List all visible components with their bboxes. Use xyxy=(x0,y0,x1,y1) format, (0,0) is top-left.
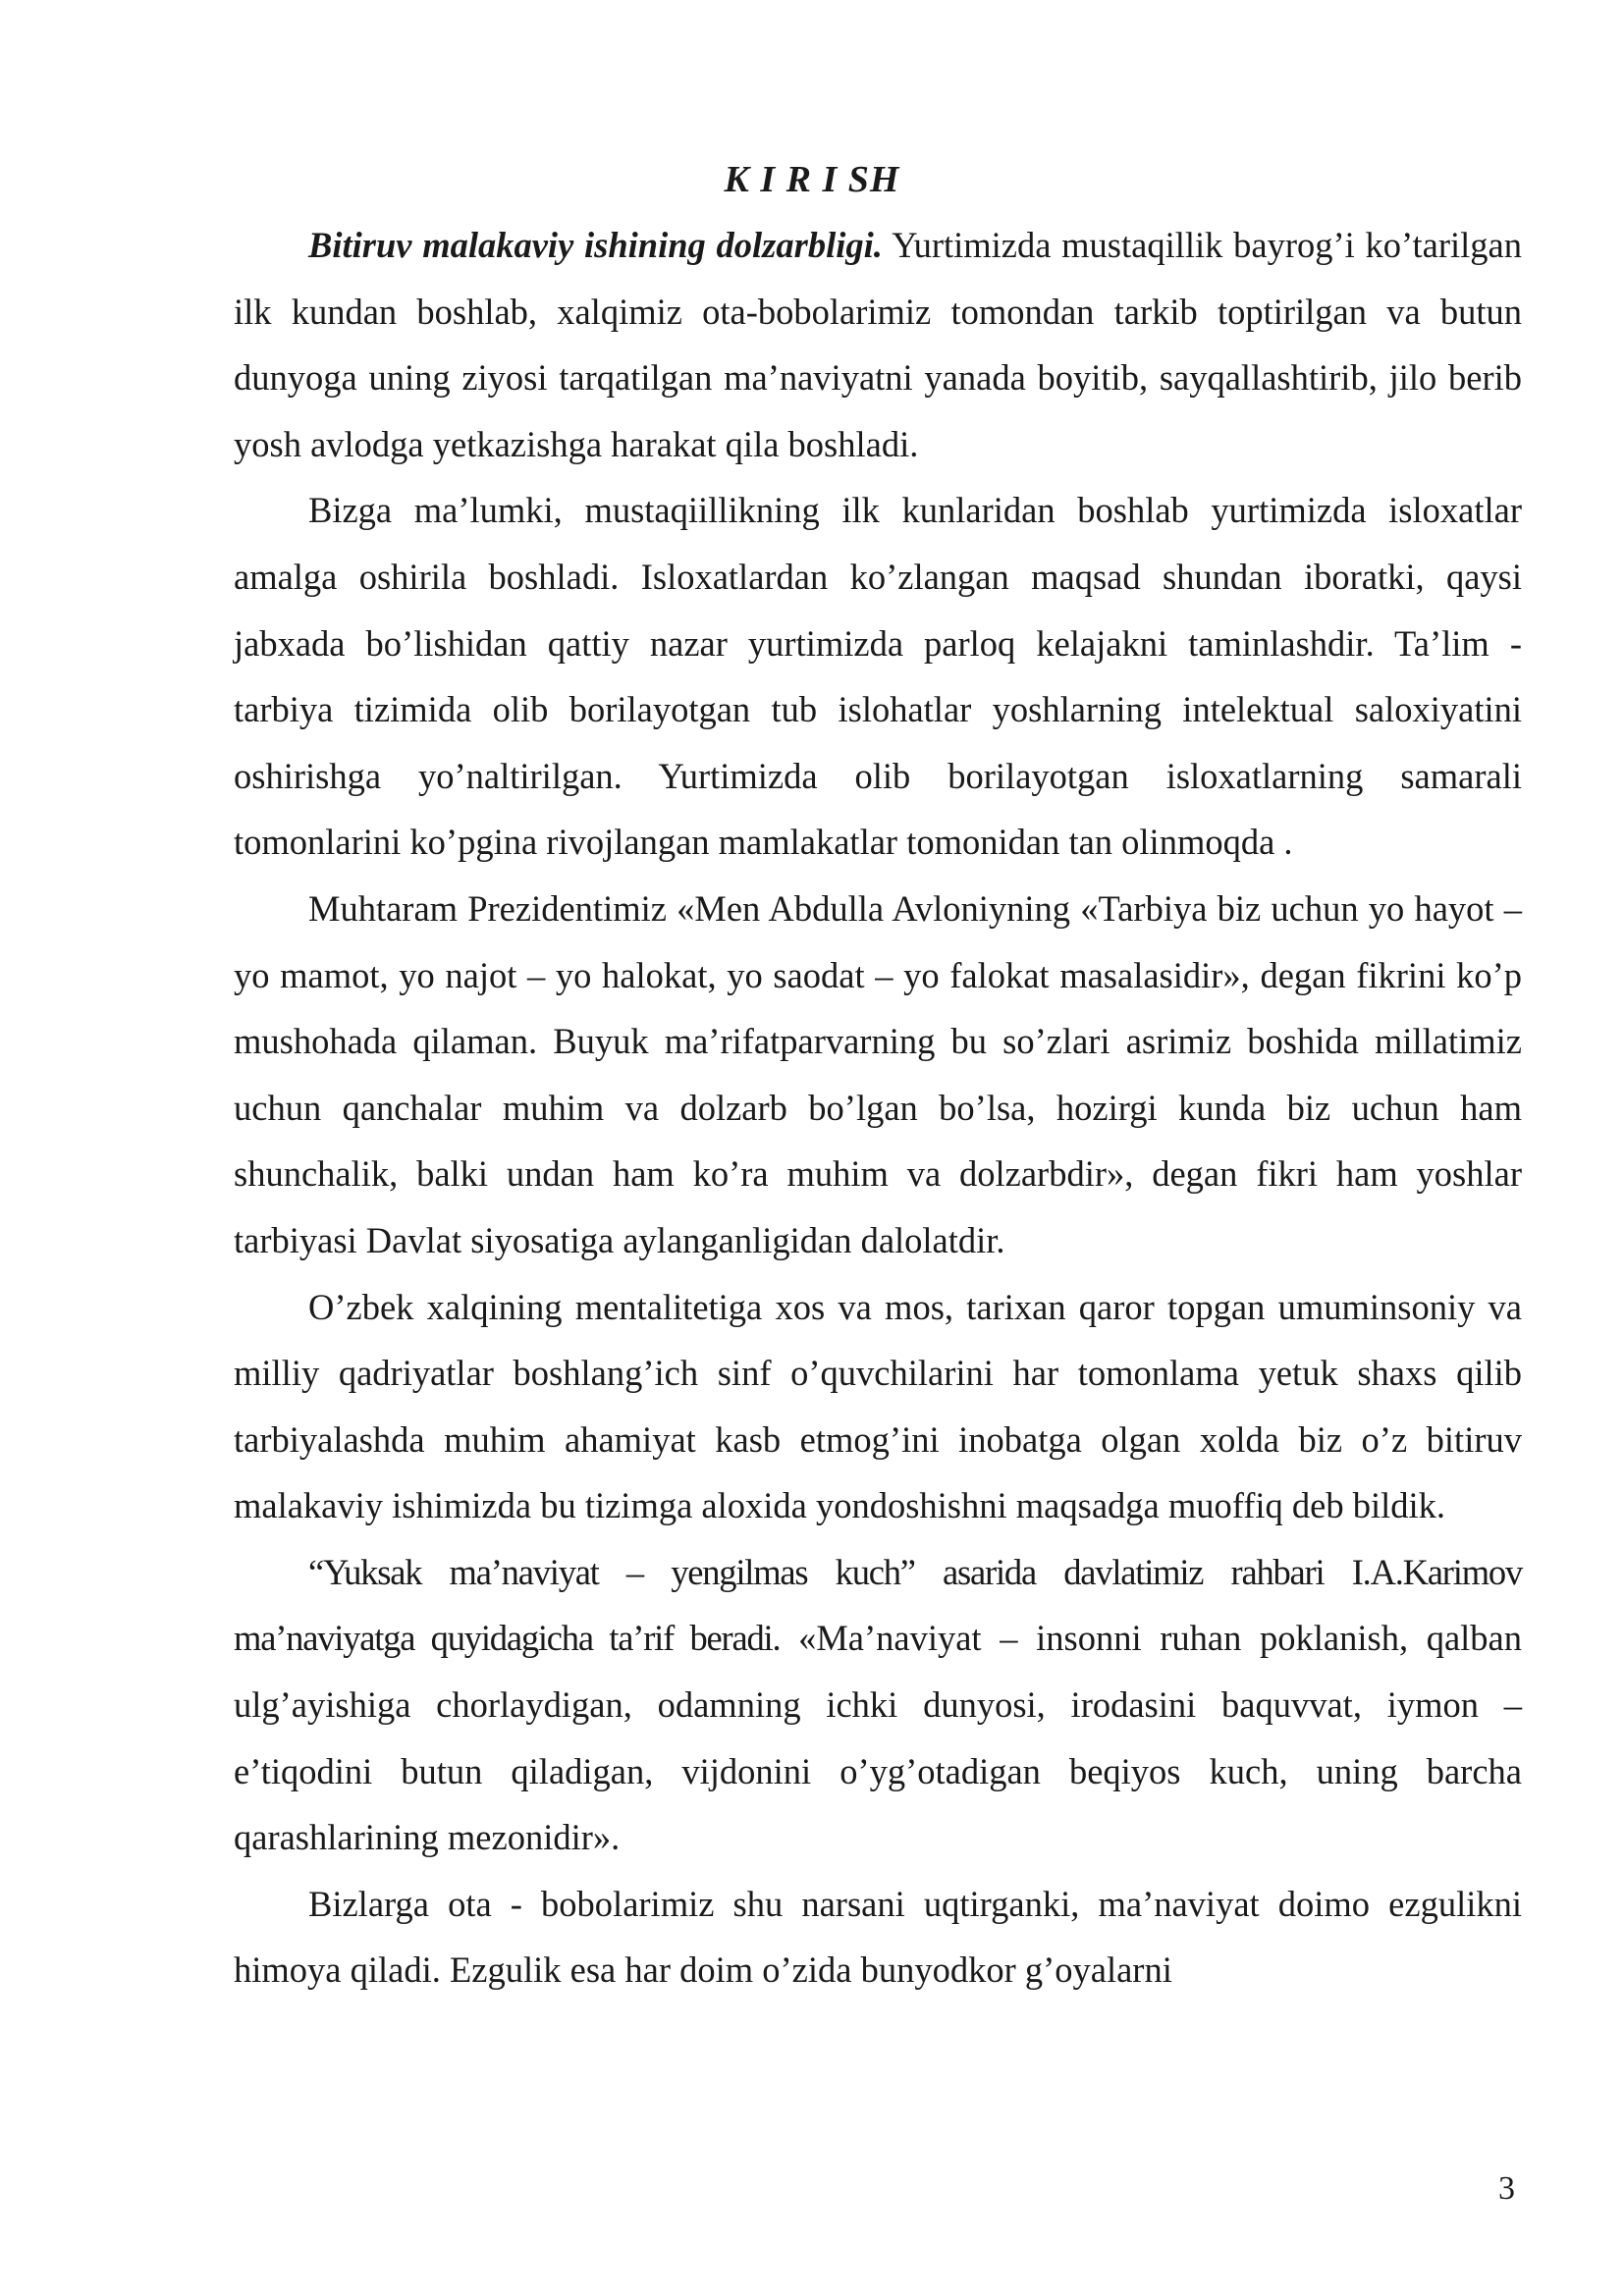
paragraph-relevance xyxy=(234,212,1522,477)
body-text xyxy=(234,212,1522,2003)
paragraph-ancestors: Bizlarga ota - bobolarimiz shu narsani uqtirganki, ma’naviyat doimo ezgulikni himoya qiladi. Ezgulik esa har doim o’zida bunyodkor g’oyalarni xyxy=(234,1883,1522,1991)
paragraph-reforms: Bizga ma’lumki, mustaqiillikning ilk kunlaridan boshlab yurtimizda isloxatlar amalga oshirila boshladi. Isloxatlardan ko’zlangan maqsad shundan iboratki, qaysi jabxada bo’lishidan qattiy nazar yurtimizda parloq kelajakni taminlashdir. Ta’lim - tarbiya tizimida olib borilayotgan tub islohatlar yoshlarning intelektual saloxiyatini oshirishga yo’naltirilgan. Yurtimizda olib borilayotgan isloxatlarning samarali tomonlarini ko’pgina rivojlangan mamlakatlar tomonidan tan olinmoqda . xyxy=(234,490,1522,863)
paragraph-spirituality-definition xyxy=(234,1539,1522,1871)
paragraph-text: «Ma’naviyat – insonni ruhan poklanish, qalban ulg’ayishiga chorlaydigan, odamning ichki dunyosi, irodasini baquvvat, iymon – e’tiqodini butun qiladigan, vijdonini o’yg’otadigan beqiyos kuch, uning barcha qarashlarining mezonidir». xyxy=(234,1618,1523,1858)
paragraph-national-values: O’zbek xalqining mentalitetiga xos va mos, tarixan qaror topgan umuminsoniy va milliy qadriyatlar boshlang’ich sinf o’quvchilarini har tomonlama yetuk shaxs qilib tarbiyalashda muhim ahamiyat kasb etmog’ini inobatga olgan xolda biz o’z bitiruv malakaviy ishimizda bu tizimga aloxida yondoshishni maqsadga muoffiq deb bildik. xyxy=(234,1286,1522,1526)
paragraph-lead-heading: Bitiruv malakaviy ishining dolzarbligi. xyxy=(308,225,883,265)
paragraph-president-quote: Muhtaram Prezidentimiz «Men Abdulla Avloniyning «Tarbiya biz uchun yo hayot – yo mamot, yo najot – yo halokat, yo saodat – yo falokat masalasidir», degan fikrini ko’p mushohada qilaman. Buyuk ma’rifatparvarning bu so’zlari asrimiz boshida millatimiz uchun qanchalar muhim va dolzarb bo’lgan bo’lsa, hozirgi kunda biz uchun ham shunchalik, balki undan ham ko’ra muhim va dolzarbdir», degan fikri ham yoshlar tarbiyasi Davlat siyosatiga aylanganligidan dalolatdir. xyxy=(234,887,1522,1260)
page-number: 3 xyxy=(1498,2170,1515,2207)
paragraph-condensed-text: “Yuksak ma’naviyat – yengilmas kuch” asarida davlatimiz rahbari I.A.Karimov ma’naviyatga quyidagicha ta’rif beradi. xyxy=(234,1551,1522,1659)
section-title: K I R I SH xyxy=(724,159,900,200)
paragraph-text: Yurtimizda mustaqillik bayrog’i ko’tarilgan ilk kundan boshlab, xalqimiz ota-bobolarimiz tomondan tarkib toptirilgan va butun dunyoga uning ziyosi tarqatilgan ma’naviyatni yanada boyitib, sayqallashtirib, jilo berib yosh avlodga yetkazishga harakat qila boshladi. xyxy=(234,225,1523,464)
